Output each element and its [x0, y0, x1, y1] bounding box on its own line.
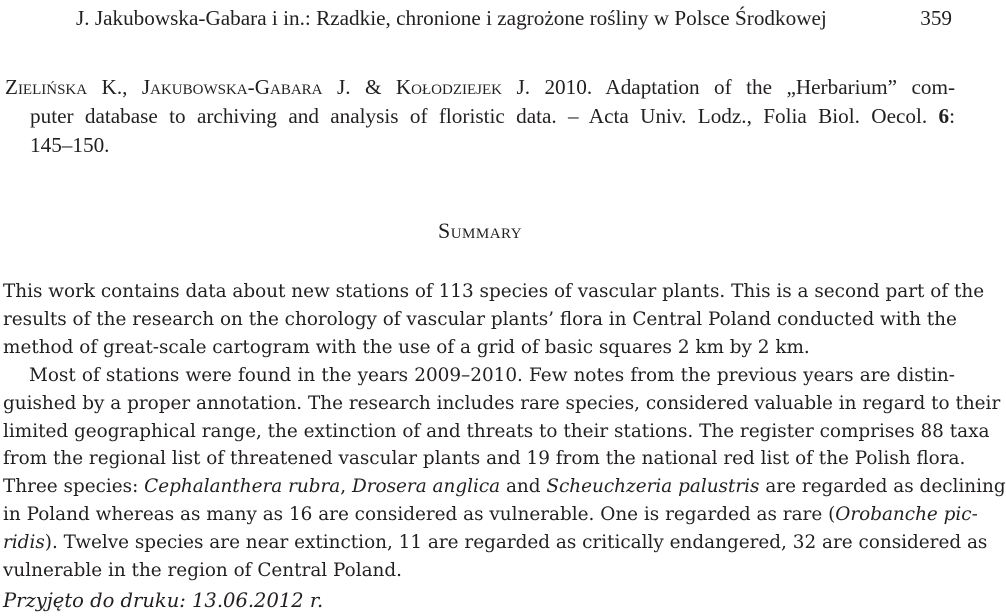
- summary-line: [3, 445, 966, 473]
- summary-text: from the regional list of threatened vascular plants and 19 from the national red list of the Polish flora.: [3, 448, 966, 470]
- reference-year-title: 2010. Adaptation of the „Herbarium” com-: [544, 75, 956, 99]
- reference-line-2: puter database to archiving and analysis of floristic data. – Acta Univ. Lodz., Folia Biol. Oecol. 6:: [30, 104, 955, 128]
- running-head-text: J. Jakubowska-Gabara i in.: Rzadkie, chronione i zagrożone rośliny w Polsce Środkowej: [76, 6, 827, 30]
- reference-line-3: [5, 131, 955, 160]
- species-name: Scheuchzeria palustris: [546, 476, 760, 498]
- summary-line: [3, 334, 955, 362]
- reference-volume: 6: [938, 104, 950, 128]
- species-name: Cephalanthera rubra: [144, 476, 341, 498]
- reference-pages: 145–150.: [30, 133, 110, 157]
- summary-line: [3, 362, 955, 390]
- summary-text: method of great-scale cartogram with the use of a grid of basic squares 2 km by 2 km.: [3, 336, 810, 358]
- summary-line: [3, 390, 1001, 418]
- species-name: Drosera anglica: [351, 476, 501, 498]
- species-name: ridis: [3, 532, 45, 554]
- summary-text: guished by a proper annotation. The research includes rare species, considered valuable in regard to their: [3, 392, 1001, 414]
- running-head: [76, 4, 952, 32]
- accepted-date: Przyjęto do druku: 13.06.2012 r.: [3, 589, 324, 612]
- species-name: Orobanche pic-: [835, 504, 978, 526]
- summary-line: [3, 501, 978, 529]
- summary-text: are regarded as declining: [759, 476, 1006, 498]
- summary-text: ,: [340, 476, 352, 498]
- summary-line: [3, 557, 955, 585]
- reference-title-cont: puter database to archiving and analysis of floristic data. – Acta Univ. Lodz., Folia Biol. Oecol.: [30, 104, 928, 128]
- summary-line: [3, 418, 990, 446]
- summary-line: [3, 278, 985, 306]
- summary-text: and: [500, 476, 547, 498]
- summary-line: [3, 306, 955, 334]
- reference-line-1: [5, 73, 955, 102]
- summary-body: [3, 278, 1006, 585]
- summary-line: [3, 473, 1006, 501]
- summary-line: [3, 529, 988, 557]
- summary-text: results of the research on the chorology of vascular plants’ flora in Central Poland conducted with the: [3, 308, 957, 330]
- summary-text: This work contains data about new stations of 113 species of vascular plants. This is a second part of the: [3, 281, 985, 302]
- summary-text: ). Twelve species are near extinction, 11 are regarded as critically endangered, 32 are considered as: [44, 532, 988, 554]
- summary-text: vulnerable in the region of Central Poland.: [3, 560, 403, 582]
- summary-text: in Poland whereas as many as 16 are considered as vulnerable. One is regarded as rare (: [3, 504, 836, 526]
- summary-text: limited geographical range, the extinction of and threats to their stations. The register comprises 88 taxa: [3, 420, 990, 442]
- page-number: 359: [920, 6, 952, 30]
- reference-entry: [5, 73, 955, 160]
- summary-heading: Summary: [437, 218, 523, 243]
- summary-text: Three species:: [3, 476, 145, 498]
- reference-authors: Zielińska K., Jakubowska-Gabara J. & Kołodziejek J.: [5, 75, 530, 99]
- summary-text: Most of stations were found in the years 2009–2010. Few notes from the previous years are distin-: [29, 364, 955, 386]
